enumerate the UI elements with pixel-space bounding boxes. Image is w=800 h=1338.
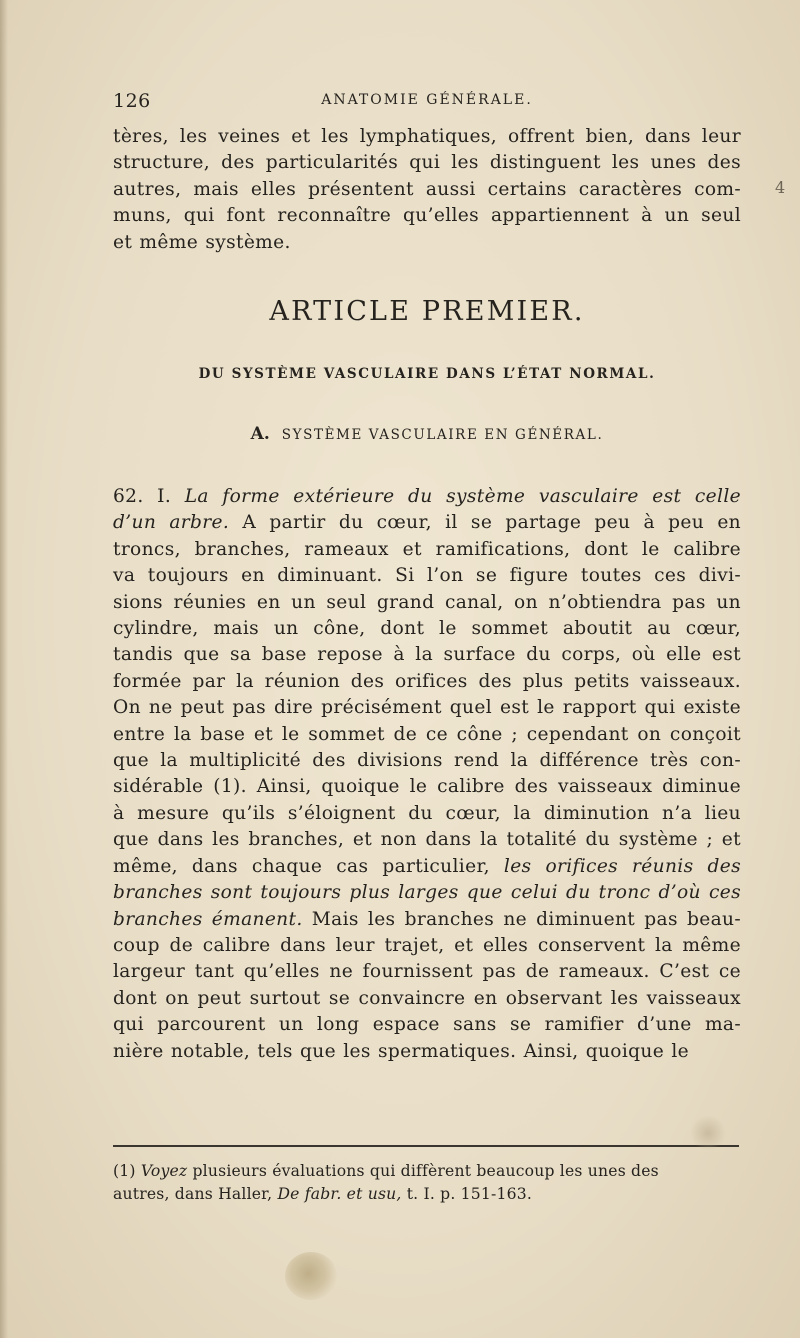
text-line — [113, 774, 741, 800]
footnote — [113, 1160, 741, 1206]
text-line — [113, 150, 741, 176]
text-run: sidérable (1). Ainsi, quoique le calibre des vaisseaux diminue — [113, 776, 741, 798]
subsection-title-text: SYSTÈME VASCULAIRE EN GÉNÉRAL. — [281, 427, 604, 443]
text-line — [113, 177, 741, 203]
text-line — [113, 1039, 741, 1065]
text-line — [113, 590, 741, 616]
text-run: A partir du cœur, il se partage peu à peu en — [229, 512, 742, 534]
text-run: Mais les branches ne diminuent pas beau- — [302, 908, 741, 930]
text-run: nière notable, tels que les spermatiques. Ainsi, quoique le — [113, 1040, 689, 1062]
text-run: structure, des particularités qui les distinguent les unes des — [113, 152, 741, 174]
text-run: 62. I. — [113, 486, 185, 507]
text-line — [113, 642, 741, 668]
text-line — [113, 907, 741, 933]
text-line — [113, 695, 741, 721]
text-run: et même système. — [113, 231, 291, 253]
text-line — [113, 748, 741, 774]
text-run: autres, mais elles présentent aussi certains caractères com- — [113, 178, 741, 200]
text-run: (1) — [113, 1162, 141, 1180]
article-title: ARTICLE PREMIER. — [269, 296, 585, 327]
text-run: qui parcourent un long espace sans se ramifier d’une ma- — [113, 1014, 741, 1036]
page-header — [113, 90, 741, 116]
subsection-letter: A. — [250, 424, 270, 444]
text-line — [113, 1183, 741, 1206]
text-run: troncs, branches, rameaux et ramifications, dont le calibre — [113, 538, 741, 560]
text-run: que la multiplicité des divisions rend la différence très con- — [113, 750, 741, 772]
text-line — [113, 537, 741, 563]
text-line — [113, 959, 741, 985]
text-run: largeur tant qu’elles ne fournissent pas de rameaux. C’est ce — [113, 961, 741, 983]
text-run: à mesure qu’ils s’éloignent du cœur, la diminution n’a lieu — [113, 802, 741, 824]
text-run: formée par la réunion des orifices des plus petits vaisseaux. — [113, 670, 741, 692]
footnote-rule — [113, 1145, 739, 1147]
subsection-title — [113, 424, 741, 444]
italic-run: les orifices réunis des — [503, 855, 741, 877]
text-line — [113, 203, 741, 229]
text-line — [113, 230, 741, 256]
text-run: On ne peut pas dire précisément quel est le rapport qui existe — [113, 697, 741, 719]
text-line — [113, 124, 741, 150]
text-run: va toujours en diminuant. Si l’on se figure toutes ces divi- — [113, 565, 741, 587]
text-run: muns, qui font reconnaître qu’elles appartiennent à un seul — [113, 205, 741, 227]
text-line — [113, 854, 741, 880]
italic-run: La forme extérieure du système vasculaire est celle — [184, 486, 741, 507]
paper-stain — [690, 1115, 726, 1151]
text-line — [113, 880, 741, 906]
margin-mark: 4 — [775, 178, 786, 197]
text-run: cylindre, mais un cône, dont le sommet aboutit au cœur, — [113, 618, 741, 640]
text-line — [113, 510, 741, 536]
text-line — [113, 616, 741, 642]
text-run: autres, dans Haller, — [113, 1185, 278, 1203]
text-run: entre la base et le sommet de ce cône ; cependant on conçoit — [113, 723, 741, 745]
text-run: t. I. p. 151-163. — [401, 1185, 533, 1203]
text-line — [113, 563, 741, 589]
page-edge-shadow — [0, 0, 8, 1338]
text-run: que dans les branches, et non dans la totalité du système ; et — [113, 829, 741, 851]
text-line — [113, 827, 741, 853]
italic-run: Voyez — [140, 1162, 188, 1180]
text-run: dont on peut surtout se convaincre en observant les vaisseaux — [113, 987, 741, 1009]
text-line — [113, 1012, 741, 1038]
paper-stain — [285, 1252, 337, 1300]
italic-run: branches émanent. — [113, 908, 303, 930]
text-run: même, dans chaque cas particulier, — [113, 855, 504, 877]
section-title: DU SYSTÈME VASCULAIRE DANS L’ÉTAT NORMAL. — [198, 366, 656, 382]
italic-run: branches sont toujours plus larges que celui du tronc d’où ces — [113, 882, 741, 904]
italic-run: De fabr. et usu, — [277, 1185, 402, 1203]
text-line — [113, 669, 741, 695]
text-run: sions réunies en un seul grand canal, on n’obtiendra pas un — [113, 591, 741, 613]
text-line — [113, 933, 741, 959]
text-line — [113, 484, 741, 510]
intro-paragraph — [113, 124, 741, 256]
running-head: ANATOMIE GÉNÉRALE. — [321, 92, 533, 108]
text-line — [113, 986, 741, 1012]
text-run: tandis que sa base repose à la surface du corps, où elle est — [113, 644, 741, 666]
text-line — [113, 722, 741, 748]
text-run: plusieurs évaluations qui diffèrent beaucoup les unes des — [187, 1162, 659, 1180]
text-run: coup de calibre dans leur trajet, et elles conservent la même — [113, 934, 741, 956]
text-line — [113, 801, 741, 827]
main-paragraph — [113, 484, 741, 1065]
text-line — [113, 1160, 741, 1183]
text-run: tères, les veines et les lymphatiques, offrent bien, dans leur — [113, 126, 741, 147]
italic-run: d’un arbre. — [113, 512, 230, 534]
page-number: 126 — [113, 90, 151, 112]
